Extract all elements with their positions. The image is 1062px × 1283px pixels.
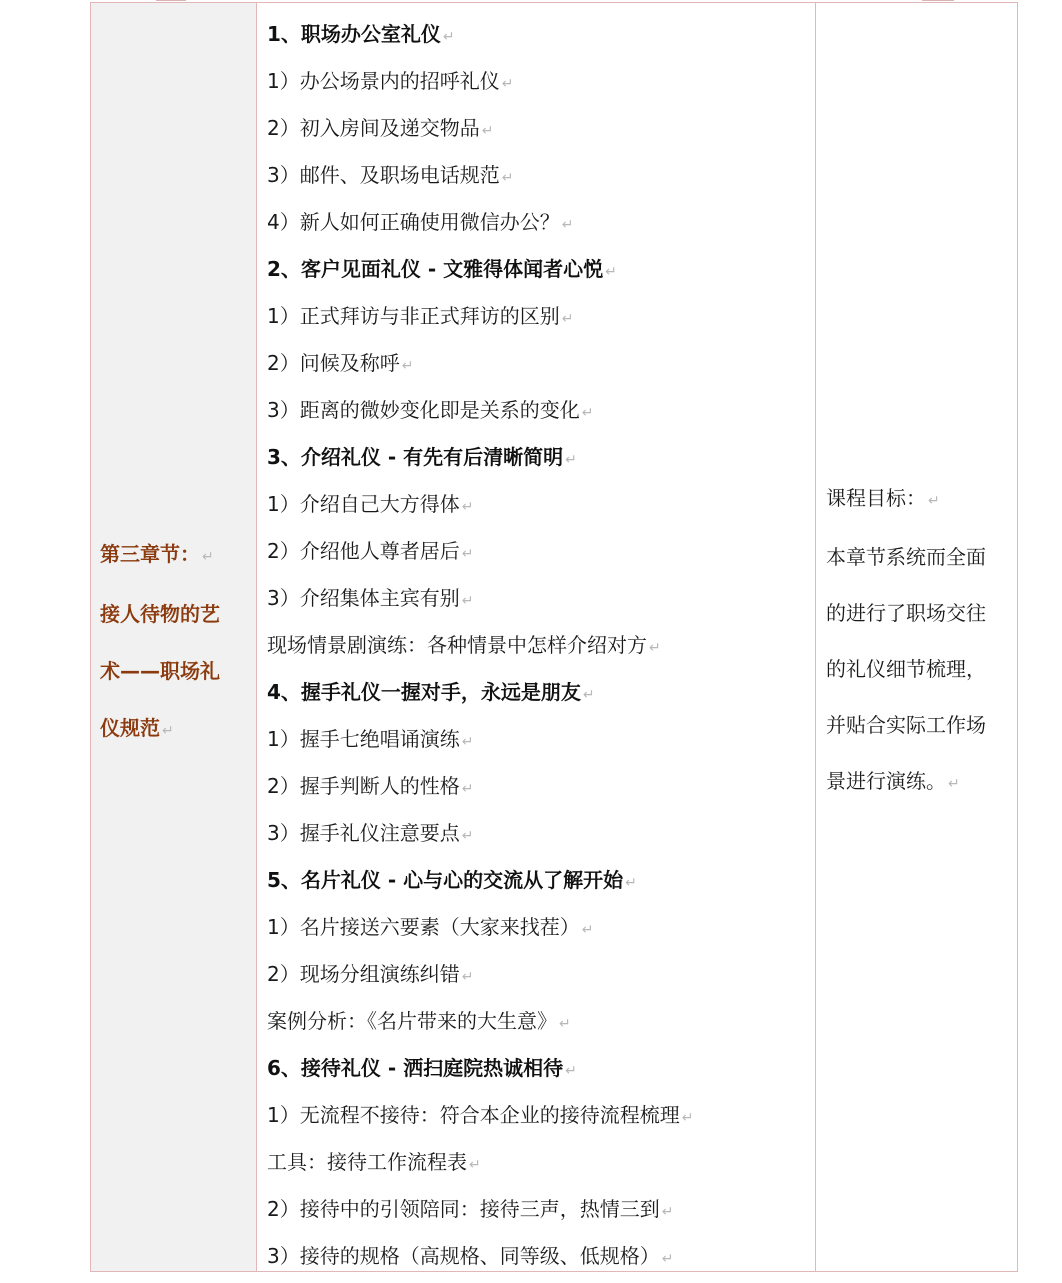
line-text: 3）距离的微妙变化即是关系的变化 bbox=[267, 398, 580, 422]
paragraph-mark-icon: ↵ bbox=[501, 170, 514, 186]
paragraph-mark-icon: ↵ bbox=[501, 76, 514, 92]
paragraph-mark-icon: ↵ bbox=[565, 1063, 577, 1079]
paragraph-mark-icon: ↵ bbox=[561, 217, 574, 233]
goal-text: 的进行了职场交往 bbox=[826, 601, 986, 625]
paragraph-mark-icon: ↵ bbox=[581, 922, 594, 938]
chapter-title-line bbox=[100, 700, 250, 760]
content-line bbox=[267, 575, 693, 622]
content-line bbox=[267, 622, 693, 669]
chapter-title-line bbox=[100, 586, 250, 643]
goal-text: 本章节系统而全面 bbox=[826, 545, 986, 569]
paragraph-mark-icon: ↵ bbox=[461, 969, 474, 985]
chapter-title-line bbox=[100, 643, 250, 700]
paragraph-mark-icon: ↵ bbox=[469, 1157, 481, 1173]
line-text: 2）握手判断人的性格 bbox=[267, 774, 460, 798]
goal-line bbox=[826, 585, 1012, 641]
line-text: 1）名片接送六要素（大家来找茬） bbox=[267, 915, 580, 939]
content-line bbox=[267, 998, 693, 1045]
paragraph-mark-icon: ↵ bbox=[681, 1110, 694, 1126]
paragraph-mark-icon: ↵ bbox=[461, 593, 474, 609]
content-line bbox=[267, 810, 693, 857]
content-line bbox=[267, 763, 693, 810]
line-text: 1）介绍自己大方得体 bbox=[267, 492, 460, 516]
line-text: 案例分析：《名片带来的大生意》 bbox=[267, 1009, 557, 1033]
section-heading bbox=[267, 669, 693, 716]
paragraph-mark-icon: ↵ bbox=[401, 358, 414, 374]
paragraph-mark-icon: ↵ bbox=[625, 875, 637, 891]
content-line bbox=[267, 1092, 693, 1139]
content-line bbox=[267, 528, 693, 575]
chapter-title bbox=[100, 526, 250, 760]
line-text: 2）介绍他人尊者居后 bbox=[267, 539, 460, 563]
section-heading bbox=[267, 246, 693, 293]
content-line bbox=[267, 58, 693, 105]
goal-line bbox=[826, 529, 1012, 585]
goal-line bbox=[826, 753, 1012, 812]
content-line bbox=[267, 152, 693, 199]
chapter-title-text: 术——职场礼 bbox=[100, 659, 220, 683]
line-text: 1、职场办公室礼仪 bbox=[267, 22, 441, 46]
content-line bbox=[267, 481, 693, 528]
line-text: 2）初入房间及递交物品 bbox=[267, 116, 480, 140]
line-text: 2）接待中的引领陪同：接待三声，热情三到 bbox=[267, 1197, 660, 1221]
course-goal bbox=[826, 470, 1012, 812]
line-text: 4）新人如何正确使用微信办公？ bbox=[267, 210, 560, 234]
line-text: 现场情景剧演练：各种情景中怎样介绍对方 bbox=[267, 633, 647, 657]
content-line bbox=[267, 951, 693, 998]
content-line bbox=[267, 105, 693, 152]
line-text: 工具：接待工作流程表 bbox=[267, 1150, 467, 1174]
paragraph-mark-icon: ↵ bbox=[928, 493, 940, 509]
chapter-title-text: 第三章节： bbox=[100, 542, 200, 566]
paragraph-mark-icon: ↵ bbox=[649, 640, 661, 656]
line-text: 3）邮件、及职场电话规范 bbox=[267, 163, 500, 187]
content-cell bbox=[257, 3, 816, 1271]
content-list bbox=[267, 11, 693, 1280]
content-line bbox=[267, 716, 693, 763]
paragraph-mark-icon: ↵ bbox=[565, 452, 577, 468]
goal-line bbox=[826, 641, 1012, 697]
paragraph-mark-icon: ↵ bbox=[661, 1251, 674, 1267]
line-text: 2）现场分组演练纠错 bbox=[267, 962, 460, 986]
goal-cell bbox=[816, 3, 1017, 1271]
line-text: 1）正式拜访与非正式拜访的区别 bbox=[267, 304, 560, 328]
goal-text: 并贴合实际工作场 bbox=[826, 713, 986, 737]
paragraph-mark-icon: ↵ bbox=[581, 405, 594, 421]
content-line bbox=[267, 293, 693, 340]
chapter-title-line bbox=[100, 526, 250, 586]
paragraph-mark-icon: ↵ bbox=[948, 776, 960, 792]
line-text: 3）介绍集体主宾有别 bbox=[267, 586, 460, 610]
line-text: 1）办公场景内的招呼礼仪 bbox=[267, 69, 500, 93]
paragraph-mark-icon: ↵ bbox=[461, 734, 474, 750]
goal-text: 景进行演练。 bbox=[826, 769, 946, 793]
paragraph-mark-icon: ↵ bbox=[202, 549, 214, 565]
section-heading bbox=[267, 434, 693, 481]
content-line bbox=[267, 904, 693, 951]
paragraph-mark-icon: ↵ bbox=[559, 1016, 571, 1032]
content-line bbox=[267, 1186, 693, 1233]
content-line bbox=[267, 340, 693, 387]
line-text: 3）接待的规格（高规格、同等级、低规格） bbox=[267, 1244, 660, 1268]
chapter-title-text: 仪规范 bbox=[100, 716, 160, 740]
line-text: 3）握手礼仪注意要点 bbox=[267, 821, 460, 845]
paragraph-mark-icon: ↵ bbox=[461, 546, 474, 562]
syllabus-table bbox=[90, 2, 1018, 1272]
paragraph-mark-icon: ↵ bbox=[461, 828, 474, 844]
goal-text: 的礼仪细节梳理， bbox=[826, 657, 986, 681]
line-text: 6、接待礼仪 - 洒扫庭院热诚相待 bbox=[267, 1056, 564, 1080]
content-line bbox=[267, 199, 693, 246]
content-line bbox=[267, 1139, 693, 1186]
paragraph-mark-icon: ↵ bbox=[461, 499, 474, 515]
section-heading bbox=[267, 11, 693, 58]
goal-line bbox=[826, 697, 1012, 753]
paragraph-mark-icon: ↵ bbox=[162, 723, 174, 739]
content-line bbox=[267, 1233, 693, 1280]
paragraph-mark-icon: ↵ bbox=[461, 781, 474, 797]
section-heading bbox=[267, 1045, 693, 1092]
content-line bbox=[267, 387, 693, 434]
goal-line bbox=[826, 470, 1012, 529]
line-text: 3、介绍礼仪 - 有先有后清晰简明 bbox=[267, 445, 564, 469]
chapter-title-text: 接人待物的艺 bbox=[100, 602, 220, 626]
goal-text: 课程目标： bbox=[826, 486, 926, 510]
line-text: 1）无流程不接待：符合本企业的接待流程梳理 bbox=[267, 1103, 680, 1127]
section-heading bbox=[267, 857, 693, 904]
line-text: 1）握手七绝唱诵演练 bbox=[267, 727, 460, 751]
paragraph-mark-icon: ↵ bbox=[605, 264, 617, 280]
line-text: 2）问候及称呼 bbox=[267, 351, 400, 375]
line-text: 5、名片礼仪 - 心与心的交流从了解开始 bbox=[267, 868, 624, 892]
paragraph-mark-icon: ↵ bbox=[661, 1204, 674, 1220]
line-text: 4、握手礼仪一握对手，永远是朋友 bbox=[267, 680, 581, 704]
paragraph-mark-icon: ↵ bbox=[442, 29, 455, 45]
paragraph-mark-icon: ↵ bbox=[561, 311, 574, 327]
line-text: 2、客户见面礼仪 - 文雅得体闻者心悦 bbox=[267, 257, 604, 281]
paragraph-mark-icon: ↵ bbox=[582, 687, 595, 703]
paragraph-mark-icon: ↵ bbox=[481, 123, 494, 139]
chapter-cell bbox=[91, 3, 257, 1271]
